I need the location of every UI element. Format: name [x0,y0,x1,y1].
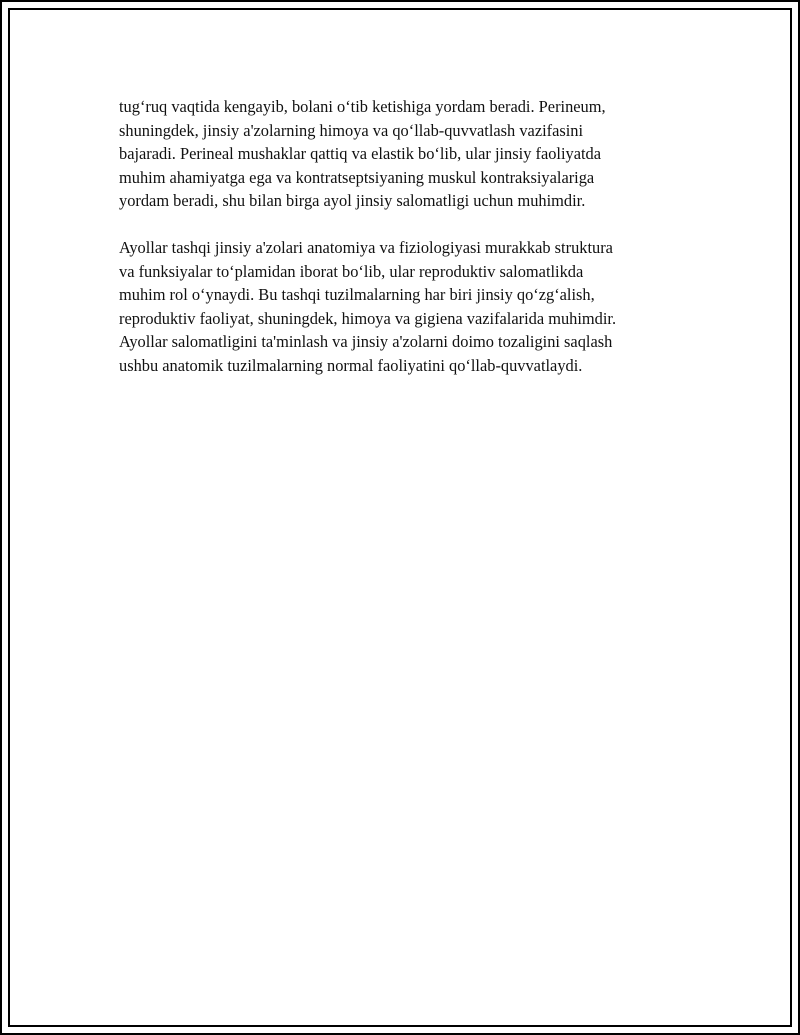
text-line: muhim ahamiyatga ega va kontratseptsiyaning muskul kontraksiyalariga [119,167,595,187]
document-body [119,95,709,377]
text-line: muhim rol o‘ynaydi. Bu tashqi tuzilmalarning har biri jinsiy qo‘zg‘alish, [119,285,595,304]
paragraph-2 [119,236,709,377]
text-line: reproduktiv faoliyat, shuningdek, himoya va gigiena vazifalarida muhimdir. [119,308,617,328]
text-line: tug‘ruq vaqtida kengayib, bolani o‘tib ketishiga yordam beradi. Perineum, [119,97,606,116]
text-line: bajaradi. Perineal mushaklar qattiq va elastik bo‘lib, ular jinsiy faoliyatda [119,144,602,163]
paragraph-1 [119,95,709,213]
text-line: Ayollar tashqi jinsiy a'zolari anatomiya va fiziologiyasi murakkab struktura [119,238,613,257]
text-line: yordam beradi, shu bilan birga ayol jinsiy salomatligi uchun muhimdir. [119,191,586,210]
text-line: shuningdek, jinsiy a'zolarning himoya va qo‘llab-quvvatlash vazifasini [119,120,584,140]
text-line: Ayollar salomatligini ta'minlash va jinsiy a'zolarni doimo tozaligini saqlash [119,332,613,351]
text-line: ushbu anatomik tuzilmalarning normal faoliyatini qo‘llab-quvvatlaydi. [119,355,583,375]
text-line: va funksiyalar to‘plamidan iborat bo‘lib, ular reproduktiv salomatlikda [119,261,584,281]
